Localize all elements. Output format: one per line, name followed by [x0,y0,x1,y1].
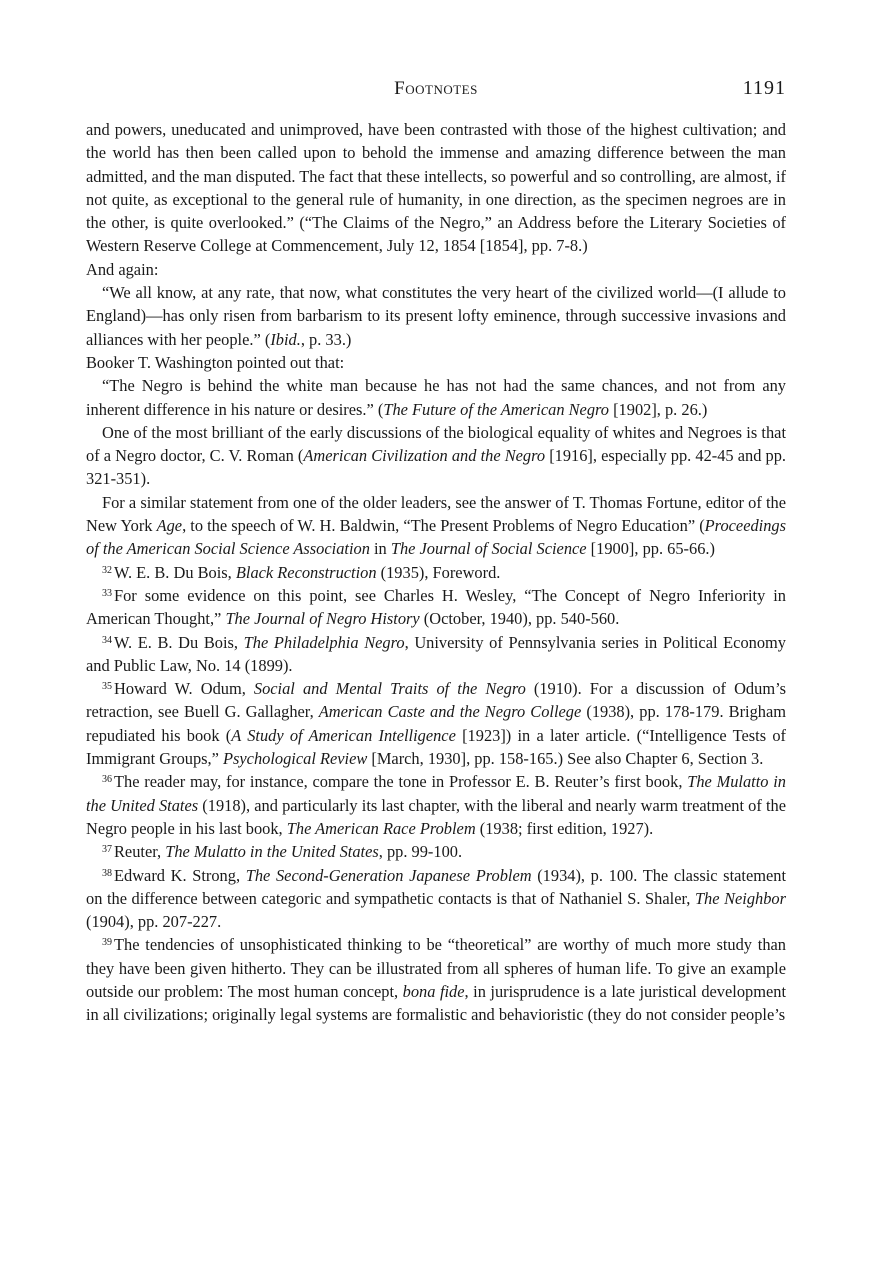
text-run: Howard W. Odum, [114,679,254,699]
text-run: (1938; first edition, 1927). [475,818,654,838]
footnote-number: 34 [102,634,112,646]
text-run: , University of Pennsylvania series in Political Economy and Public Law, No. 14 (1899). [86,632,786,675]
text-run: W. E. B. Du Bois, [114,632,244,652]
text-run: (1938), pp. 178-179. Brigham repudiated his book ( [86,702,787,745]
footnote-number: 32 [102,564,112,576]
italic-title: The Journal of Negro History [225,609,420,629]
paragraph [86,118,786,258]
text-run: (1904), pp. 207-227. [86,912,222,932]
footnote-35 [86,677,786,770]
text-run: The reader may, for instance, compare the tone in Professor E. B. Reuter’s first book, [114,772,688,792]
italic-title: Proceedings of the American Social Science Association [86,516,786,559]
text-run: and powers, uneducated and unimproved, have been contrasted with those of the highest cultivation; and the world has then been called upon to behold the immense and amazing difference between the man admitted, and the man disputed. The fact that these intellects, so powerful and so controlling, are almost, if not quite, as exceptional to the general rule of humanity, in one direction, as the specimen negroes are in the other, is quite overlooked.” (“The Claims of the Negro,” an Address before the Literary Societies of Western Reserve College at Commencement, July 12, 1854 [1854], pp. 7-8.) [86,120,786,256]
text-run: W. E. B. Du Bois, [114,562,236,582]
italic-title: The Journal of Social Science [390,539,587,559]
italic-title: Psychological Review [223,749,368,769]
paragraph [86,491,786,561]
text-run: “We all know, at any rate, that now, what constitutes the very heart of the civilized world—(I allude to England)—has only risen from barbarism to its present lofty eminence, through successive invasions and alliances with her people.” ( [86,283,786,349]
footnote-number: 37 [102,844,112,856]
text-run: The tendencies of unsophisticated thinking to be “theoretical” are worthy of much more study than they have been given hitherto. They can be illustrated from all spheres of human life. To give an example outside our problem: The most human concept, [86,935,786,1001]
text-run: , to the speech of W. H. Baldwin, “The Present Problems of Negro Education” ( [182,516,705,536]
italic-title: Social and Mental Traits of the Negro [253,679,526,699]
text-run: in [369,539,391,559]
italic-title: Ibid. [270,329,301,349]
italic-title: American Caste and the Negro College [318,702,582,722]
footnote-36 [86,770,786,840]
italic-title: bona fide [402,981,465,1001]
text-run: Booker T. Washington pointed out that: [86,352,345,372]
footnote-number: 35 [102,681,112,693]
text-run: For a similar statement from one of the older leaders, see the answer of T. Thomas Fortune, editor of the New York [86,492,786,536]
italic-title: The Mulatto in the United States [86,772,786,815]
text-run: (1934), p. 100. The classic statement on the difference between categoric and sympathetic contacts is that of Nathaniel S. Shaler, [86,865,786,908]
paragraph [86,351,786,374]
footnote-37 [86,840,786,863]
text-run: Edward K. Strong, [114,865,246,885]
footnotes-body [86,118,786,1027]
footnote-number: 36 [102,774,112,786]
italic-title: The Philadelphia Negro [243,632,405,652]
footnote-38 [86,864,786,934]
paragraph [86,374,786,421]
text-run: , pp. 99-100. [378,842,463,862]
paragraph [86,281,786,351]
text-run: (1935), Foreword. [376,562,501,582]
footnote-number: 33 [102,587,112,599]
page-number: 1191 [742,77,786,99]
text-run: [1900], pp. 65-66.) [586,539,715,559]
text-run: [1902], p. 26.) [609,399,708,419]
text-run: One of the most brilliant of the early discussions of the biological equality of whites and Negroes is that of a Negro doctor, C. V. Roman ( [86,422,786,466]
text-run: [1916], especially pp. 42-45 and pp. 321-351). [86,446,786,489]
italic-title: A Study of American Intelligence [231,725,456,745]
italic-title: American Civilization and the Negro [303,446,546,466]
italic-title: The American Race Problem [286,818,476,838]
text-run: , in jurisprudence is a late juristical development in all civilizations; originally legal systems are formalistic and behavioristic (they do not consider people’s [86,981,786,1025]
text-run: (October, 1940), pp. 540-560. [419,609,620,629]
text-run: “The Negro is behind the white man because he has not had the same chances, and not from any inherent difference in his nature or desires.” ( [86,376,786,419]
text-run: (1918), and particularly its last chapter, with the liberal and nearly warm treatment of the Negro people in his last book, [86,795,787,838]
text-run: [March, 1930], pp. 158-165.) See also Chapter 6, Section 3. [367,749,764,769]
text-run: Reuter, [114,842,166,862]
italic-title: The Mulatto in the United States [165,842,379,862]
footnote-34 [86,631,786,678]
footnote-39 [86,933,786,1026]
paragraph [86,258,786,281]
footnote-32 [86,561,786,584]
text-run: For some evidence on this point, see Charles H. Wesley, “The Concept of Negro Inferiority in American Thought,” [86,585,786,629]
italic-title: The Future of the American Negro [383,399,609,419]
text-run: [1923]) in a later article. (“Intelligence Tests of Immigrant Groups,” [86,725,786,769]
text-run: And again: [86,259,159,279]
paragraph [86,421,786,491]
italic-title: Black Reconstruction [235,562,377,582]
italic-title: Age [156,516,183,536]
text-run: (1910). For a discussion of Odum’s retraction, see Buell G. Gallagher, [86,679,786,722]
footnote-33 [86,584,786,631]
running-header [86,78,786,108]
italic-title: The Neighbor [694,888,786,908]
text-run: , p. 33.) [300,329,352,349]
running-title: Footnotes [394,78,478,99]
footnote-number: 39 [102,937,112,949]
italic-title: The Second-Generation Japanese Problem [245,865,532,885]
footnote-number: 38 [102,867,112,879]
